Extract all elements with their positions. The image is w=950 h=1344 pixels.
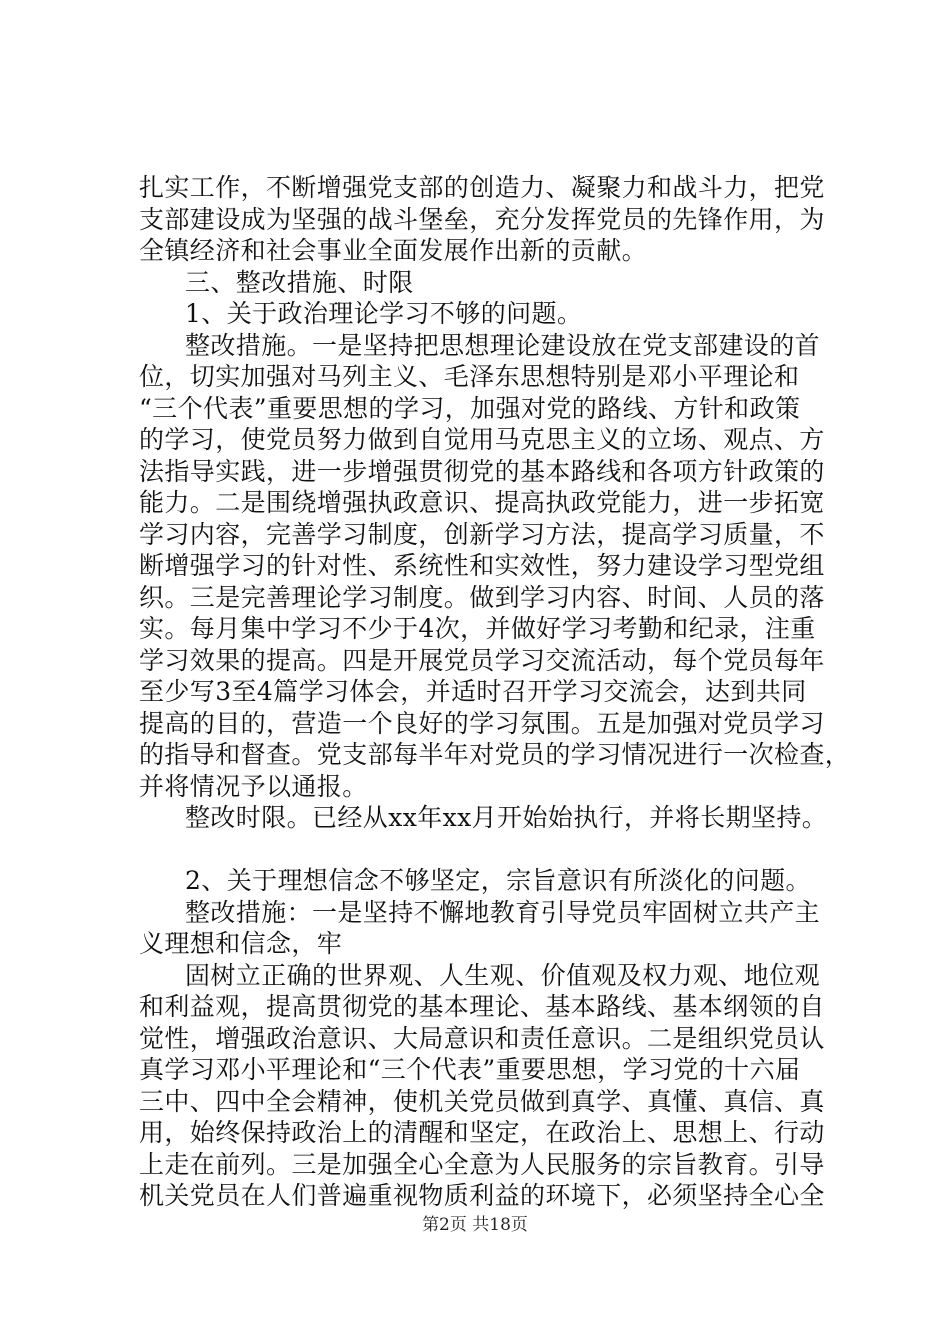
text-line: 支部建设成为坚强的战斗堡垒，充分发挥党员的先锋作用，为 — [139, 204, 825, 234]
text-line: 织。三是完善理论学习制度。做到学习内容、时间、人员的落 — [139, 582, 825, 612]
text-line: 并将情况予以通报。 — [139, 771, 368, 801]
text-line: 义理想和信念，牢 — [139, 929, 343, 958]
text-line: 法指导实践，进一步增强贯彻党的基本路线和各项方针政策的 — [139, 456, 825, 486]
text-line: 1、关于政治理论学习不够的问题。 — [185, 299, 583, 328]
text-line: 整改措施：一是坚持不懈地教育引导党员牢固树立共产主 — [185, 897, 821, 927]
text-line: 能力。二是围绕增强执政意识、提高执政党能力，进一步拓宽 — [139, 488, 825, 517]
text-line: 觉性，增强政治意识、大局意识和责任意识。二是组织党员认 — [139, 1023, 825, 1053]
text-line: 全镇经济和社会事业全面发展作出新的贡献。 — [139, 236, 648, 265]
text-line: 2、关于理想信念不够坚定，宗旨意识有所淡化的问题。 — [185, 866, 811, 895]
text-line: 实。每月集中学习不少于4次，并做好学习考勤和纪录，注重 — [139, 614, 816, 643]
text-line: 扎实工作，不断增强党支部的创造力、凝聚力和战斗力，把党 — [139, 173, 825, 202]
text-line: 整改措施。一是坚持把思想理论建设放在党支部建设的首 — [185, 330, 821, 360]
blank-line — [139, 834, 839, 866]
text-line: 三、整改措施、时限 — [185, 267, 414, 297]
text-line: 真学习邓小平理论和“三个代表”重要思想，学习党的十六届 — [139, 1055, 801, 1084]
text-line: 整改时限。已经从xx年xx月开始始执行，并将长期坚持。 — [185, 803, 828, 832]
page-footer: 第2页 共18页 — [422, 1215, 528, 1235]
text-line: 提高的目的，营造一个良好的学习氛围。五是加强对党员学习 — [139, 708, 825, 738]
text-line: 和利益观，提高贯彻党的基本理论、基本路线、基本纲领的自 — [139, 992, 825, 1021]
text-line: 机关党员在人们普遍重视物质利益的环境下，必须坚持全心全 — [139, 1181, 825, 1210]
text-line: 学习效果的提高。四是开展党员学习交流活动，每个党员每年 — [139, 645, 825, 675]
text-line: 的学习，使党员努力做到自觉用马克思主义的立场、观点、方 — [139, 425, 825, 454]
text-line: 的指导和督查。党支部每半年对党员的学习情况进行一次检查， — [139, 740, 851, 769]
text-line: 学习内容，完善学习制度，创新学习方法，提高学习质量，不 — [139, 519, 825, 549]
text-line: 位，切实加强对马列主义、毛泽东思想特别是邓小平理论和 — [139, 362, 800, 391]
text-line: “三个代表”重要思想的学习，加强对党的路线、方针和政策 — [139, 393, 801, 423]
text-line: 至少写3至4篇学习体会，并适时召开学习交流会，达到共同 — [139, 677, 807, 706]
text-line: 固树立正确的世界观、人生观、价值观及权力观、地位观 — [185, 960, 821, 990]
text-line: 三中、四中全会精神，使机关党员做到真学、真懂、真信、真 — [139, 1086, 825, 1116]
text-line: 断增强学习的针对性、系统性和实效性，努力建设学习型党组 — [139, 551, 825, 580]
document-body — [139, 172, 851, 1212]
text-line: 用，始终保持政治上的清醒和坚定，在政治上、思想上、行动 — [139, 1118, 825, 1147]
text-line: 上走在前列。三是加强全心全意为人民服务的宗旨教育。引导 — [139, 1149, 825, 1179]
